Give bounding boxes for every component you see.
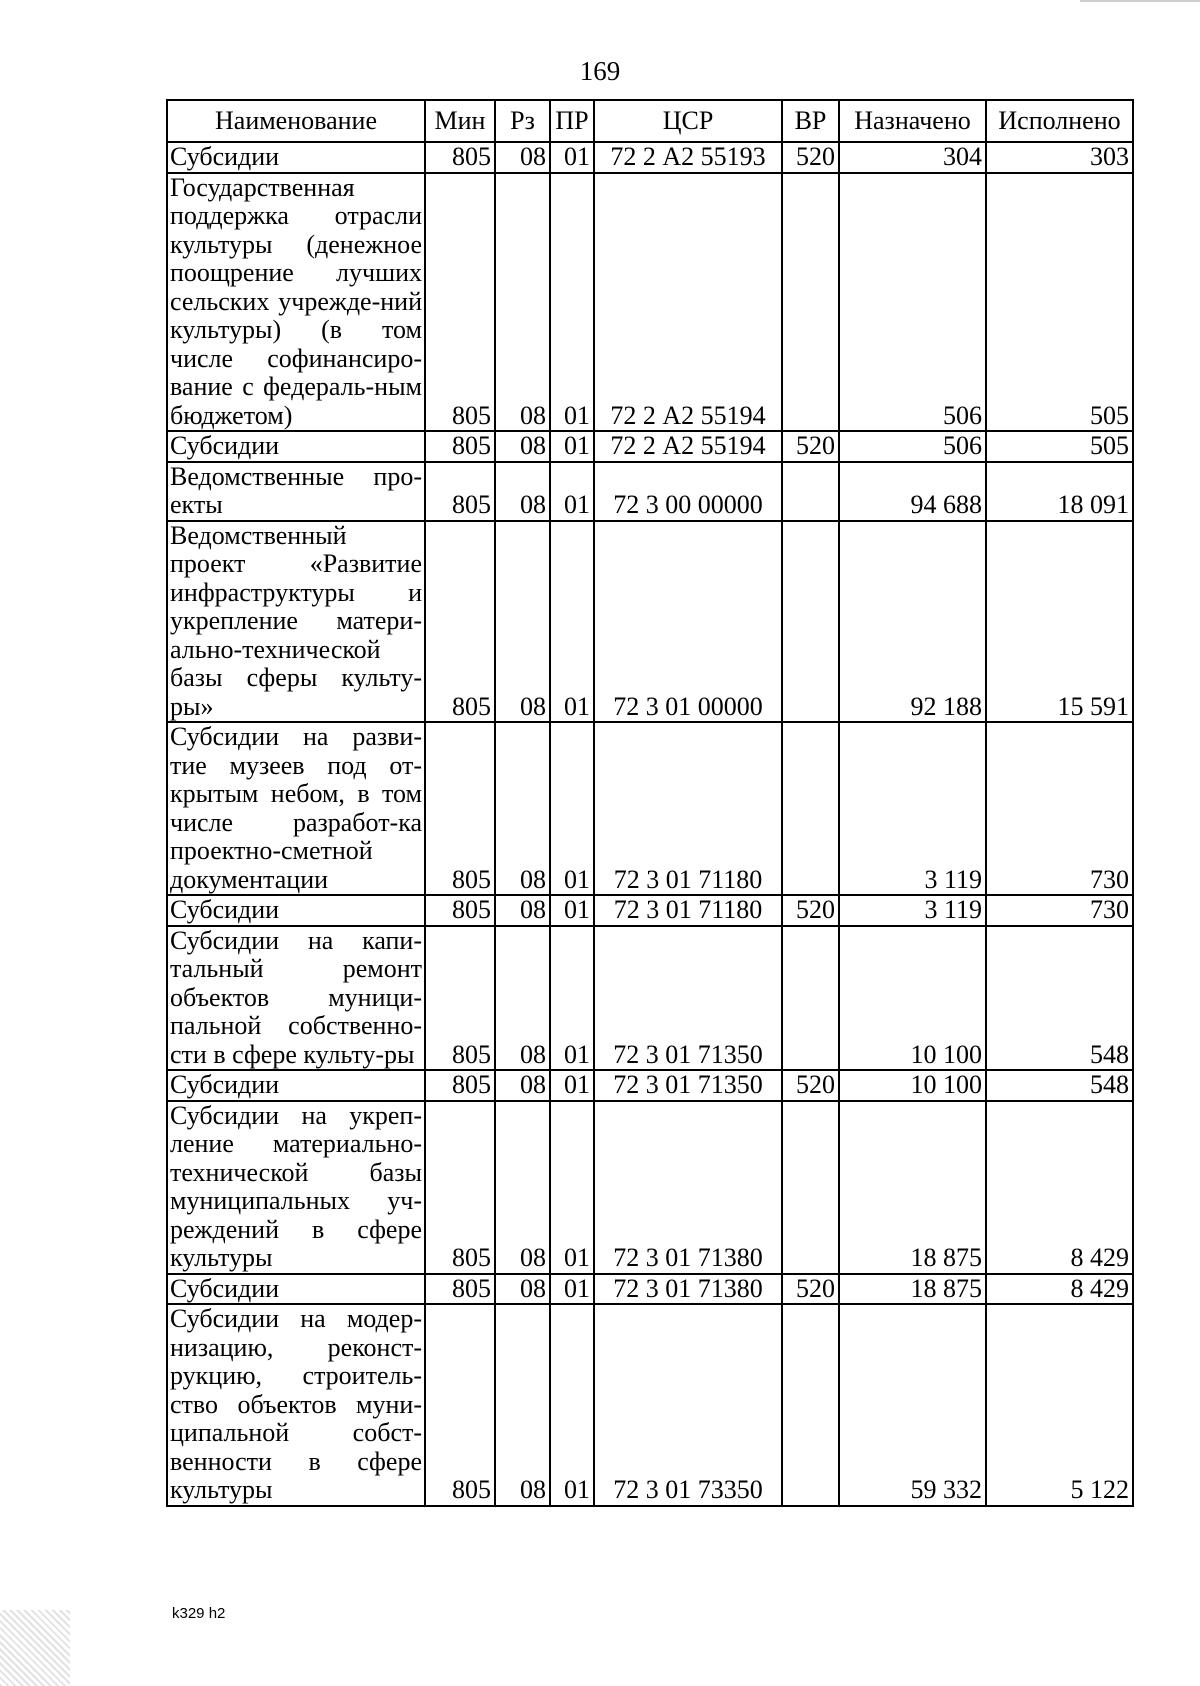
cell-rz: 08 (495, 431, 550, 462)
table-row (167, 1101, 1133, 1274)
column-header: Исполнено (986, 100, 1133, 142)
budget-table (166, 99, 1134, 1507)
cell-rz: 08 (495, 1304, 550, 1506)
cell-executed: 505 (986, 173, 1133, 432)
cell-min: 805 (425, 462, 495, 521)
cell-csr: 72 3 01 71180 (594, 895, 782, 926)
cell-csr: 72 3 01 71180 (594, 722, 782, 895)
cell-pr: 01 (550, 926, 594, 1071)
cell-name: Субсидии на модер-низацию, реконст-рукцию, строитель-ство объектов муни-ципальной собст-венности в сфере культуры (167, 1304, 425, 1506)
cell-min: 805 (425, 142, 495, 173)
cell-vr (782, 1304, 839, 1506)
cell-name: Ведомственный проект «Развитие инфраструктуры и укрепление матери-ально-технической базы сферы культу-ры» (167, 521, 425, 723)
table-row (167, 1070, 1133, 1101)
cell-executed: 8 429 (986, 1274, 1133, 1305)
table-row (167, 895, 1133, 926)
column-header: ПР (550, 100, 594, 142)
cell-pr: 01 (550, 173, 594, 432)
cell-min: 805 (425, 521, 495, 723)
cell-rz: 08 (495, 1070, 550, 1101)
cell-csr: 72 2 А2 55194 (594, 173, 782, 432)
cell-pr: 01 (550, 1070, 594, 1101)
cell-assigned: 304 (839, 142, 986, 173)
cell-pr: 01 (550, 1274, 594, 1305)
cell-assigned: 18 875 (839, 1274, 986, 1305)
cell-pr: 01 (550, 1101, 594, 1274)
cell-vr: 520 (782, 1274, 839, 1305)
cell-pr: 01 (550, 722, 594, 895)
cell-assigned: 10 100 (839, 926, 986, 1071)
table-row (167, 142, 1133, 173)
table-row (167, 1274, 1133, 1305)
cell-executed: 505 (986, 431, 1133, 462)
cell-rz: 08 (495, 521, 550, 723)
cell-vr (782, 1101, 839, 1274)
cell-rz: 08 (495, 462, 550, 521)
cell-min: 805 (425, 1101, 495, 1274)
cell-pr: 01 (550, 521, 594, 723)
cell-min: 805 (425, 1070, 495, 1101)
cell-csr: 72 3 01 71380 (594, 1101, 782, 1274)
table-row (167, 462, 1133, 521)
cell-executed: 548 (986, 926, 1133, 1071)
cell-assigned: 3 119 (839, 722, 986, 895)
cell-min: 805 (425, 895, 495, 926)
cell-executed: 5 122 (986, 1304, 1133, 1506)
cell-executed: 730 (986, 895, 1133, 926)
table-header-row (167, 100, 1133, 142)
cell-pr: 01 (550, 462, 594, 521)
cell-vr (782, 462, 839, 521)
cell-assigned: 506 (839, 173, 986, 432)
cell-csr: 72 3 01 71380 (594, 1274, 782, 1305)
table-row (167, 722, 1133, 895)
cell-vr: 520 (782, 1070, 839, 1101)
table-row (167, 926, 1133, 1071)
cell-pr: 01 (550, 142, 594, 173)
cell-name: Субсидии (167, 142, 425, 173)
cell-assigned: 10 100 (839, 1070, 986, 1101)
cell-name: Субсидии (167, 895, 425, 926)
page-number: 169 (579, 56, 621, 86)
cell-pr: 01 (550, 895, 594, 926)
cell-assigned: 94 688 (839, 462, 986, 521)
column-header: Мин (425, 100, 495, 142)
cell-vr: 520 (782, 431, 839, 462)
cell-executed: 730 (986, 722, 1133, 895)
cell-assigned: 59 332 (839, 1304, 986, 1506)
column-header: ЦСР (594, 100, 782, 142)
cell-rz: 08 (495, 142, 550, 173)
cell-assigned: 506 (839, 431, 986, 462)
cell-vr (782, 722, 839, 895)
cell-csr: 72 3 01 73350 (594, 1304, 782, 1506)
cell-vr: 520 (782, 895, 839, 926)
cell-csr: 72 3 00 00000 (594, 462, 782, 521)
column-header: Наименование (167, 100, 425, 142)
cell-pr: 01 (550, 1304, 594, 1506)
cell-min: 805 (425, 431, 495, 462)
cell-csr: 72 2 А2 55193 (594, 142, 782, 173)
cell-min: 805 (425, 1274, 495, 1305)
cell-name: Субсидии на укреп-ление материально-технической базы муниципальных уч-реждений в сфере культуры (167, 1101, 425, 1274)
table-body (167, 142, 1133, 1506)
scan-edge-line (1080, 0, 1200, 2)
cell-rz: 08 (495, 1274, 550, 1305)
cell-min: 805 (425, 926, 495, 1071)
cell-pr: 01 (550, 431, 594, 462)
cell-rz: 08 (495, 1101, 550, 1274)
column-header: ВР (782, 100, 839, 142)
cell-name: Ведомственные про-екты (167, 462, 425, 521)
cell-rz: 08 (495, 895, 550, 926)
cell-name: Субсидии (167, 1274, 425, 1305)
cell-csr: 72 2 А2 55194 (594, 431, 782, 462)
cell-assigned: 18 875 (839, 1101, 986, 1274)
cell-assigned: 92 188 (839, 521, 986, 723)
cell-name: Государственная поддержка отрасли культуры (денежное поощрение лучших сельских учрежде-ний культуры) (в том числе софинансиро-вание с федераль-ным бюджетом) (167, 173, 425, 432)
cell-rz: 08 (495, 926, 550, 1071)
cell-vr: 520 (782, 142, 839, 173)
scan-artifact (0, 1610, 70, 1686)
column-header: Рз (495, 100, 550, 142)
cell-executed: 548 (986, 1070, 1133, 1101)
cell-name: Субсидии (167, 1070, 425, 1101)
table-row (167, 431, 1133, 462)
cell-executed: 18 091 (986, 462, 1133, 521)
cell-min: 805 (425, 1304, 495, 1506)
cell-executed: 15 591 (986, 521, 1133, 723)
cell-min: 805 (425, 173, 495, 432)
table-row (167, 1304, 1133, 1506)
cell-name: Субсидии на капи-тальный ремонт объектов муници-пальной собственно-сти в сфере культу-ры (167, 926, 425, 1071)
cell-name: Субсидии на разви-тие музеев под от-крытым небом, в том числе разработ-ка проектно-сметной документации (167, 722, 425, 895)
table-row (167, 173, 1133, 432)
cell-csr: 72 3 01 00000 (594, 521, 782, 723)
table-row (167, 521, 1133, 723)
cell-csr: 72 3 01 71350 (594, 1070, 782, 1101)
cell-executed: 8 429 (986, 1101, 1133, 1274)
cell-vr (782, 926, 839, 1071)
cell-vr (782, 521, 839, 723)
cell-rz: 08 (495, 722, 550, 895)
cell-executed: 303 (986, 142, 1133, 173)
footer-code: k329 h2 (172, 1605, 226, 1622)
cell-csr: 72 3 01 71350 (594, 926, 782, 1071)
cell-min: 805 (425, 722, 495, 895)
cell-assigned: 3 119 (839, 895, 986, 926)
cell-name: Субсидии (167, 431, 425, 462)
cell-vr (782, 173, 839, 432)
cell-rz: 08 (495, 173, 550, 432)
column-header: Назначено (839, 100, 986, 142)
